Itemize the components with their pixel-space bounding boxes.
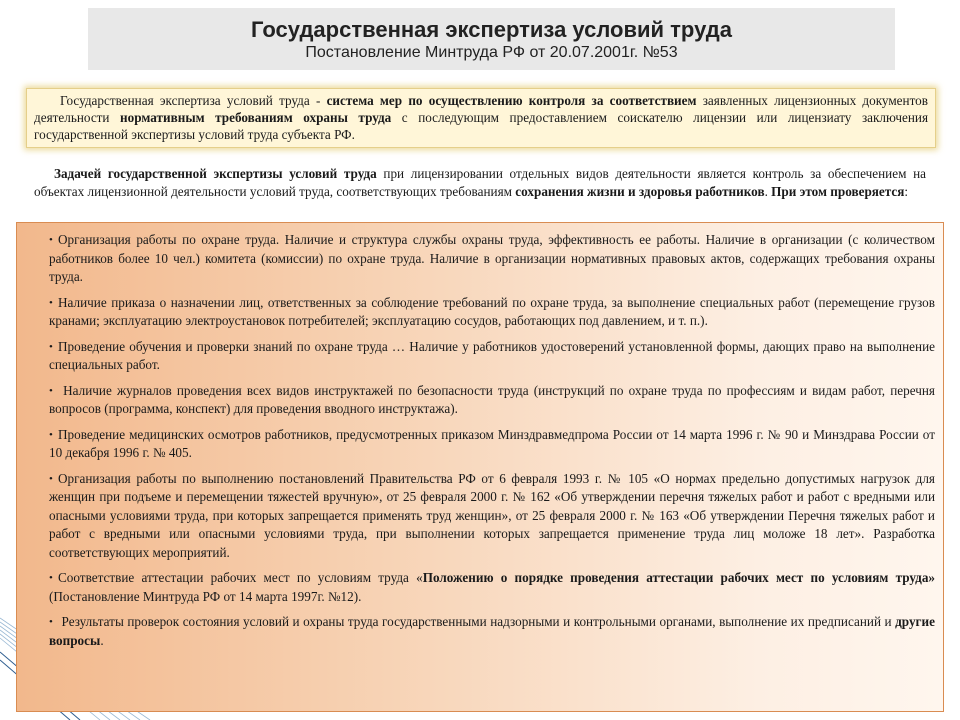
- checklist-item-text: Соответствие аттестации рабочих мест по условиям труда «: [58, 570, 423, 585]
- bullet-icon: •: [49, 234, 53, 246]
- task-emphasis: сохранения жизни и здоровья работников: [515, 184, 765, 199]
- checklist-item: [49, 382, 935, 419]
- checklist-item-text: Результаты проверок состояния условий и охраны труда государственными надзорными и контрольными органами, выполнение их предписаний и: [58, 614, 896, 629]
- checklist-item-text: Организация работы по выполнению постановлений Правительства РФ от 6 февраля 1993 г. № 105 «О нормах предельно допустимых нагрузок для женщин при подъеме и перемещении тяжестей вручную», от 25 февраля 2000 г. № 162 «Об утверждении перечня тяжелых работ и работ с вредными или опасными условиями труда, при которых запрещается применять труд женщин», от 25 февраля 2000 г. № 163 «Об утверждении Перечня тяжелых работ и работ с вредными или опасными условиями труда, при выполнении которых запрещается применение труда лиц моложе 18 лет». Разработка соответствующих мероприятий.: [49, 470, 935, 560]
- checklist-item-text: Организация работы по охране труда. Наличие и структура службы охраны труда, эффективность ее работы. Наличие в организации (с количеством работников более 10 чел.) комитета (комиссии) по охране труда. Наличие в организации нормативных правовых актов, содержащих требования охраны труда.: [49, 232, 935, 284]
- checklist-item: [49, 470, 935, 563]
- checklist-item-text-2: (Постановление Минтруда РФ от 14 марта 1997г. №12).: [49, 588, 362, 604]
- slide-subtitle: Постановление Минтруда РФ от 20.07.2001г. №53: [305, 44, 678, 61]
- bullet-icon: •: [49, 296, 53, 309]
- task-text-2: .: [764, 184, 772, 199]
- bullet-icon: •: [49, 616, 53, 628]
- checklist-item-text: Проведение медицинских осмотров работников, предусмотренных приказом Минздравмедпрома России от 14 марта 1996 г. № 90 и Минздрава России от 10 декабря 1996 г. № 405.: [49, 426, 935, 460]
- task-lead: Задачей государственной экспертизы условий труда: [54, 166, 377, 181]
- definition-emphasis-2: нормативным требованиям охраны труда: [120, 110, 392, 125]
- task-paragraph: [34, 165, 926, 201]
- definition-box: [26, 88, 936, 148]
- definition-term: Государственная экспертиза условий труда -: [60, 93, 327, 108]
- checklist-item: [49, 338, 935, 375]
- checklist-item-emphasis: Положению о порядке проведения аттестации рабочих мест по условиям труда»: [422, 570, 936, 585]
- bullet-icon: •: [49, 572, 53, 584]
- bullet-icon: •: [49, 428, 53, 441]
- bullet-icon: •: [49, 472, 53, 485]
- checklist-item: [49, 231, 935, 287]
- bullet-icon: •: [49, 340, 53, 353]
- checklist-item-text: Наличие журналов проведения всех видов инструктажей по безопасности труда (инструкций по охране труда по профессиям и видам работ, перечня вопросов (программа, конспект) для проведения вводного инструктажа).: [49, 382, 935, 416]
- definition-text: заявленных лицензионных документов деятельности: [34, 93, 928, 125]
- checklist-item: [49, 613, 935, 650]
- task-checked-label: При этом проверяется: [771, 184, 905, 199]
- task-text: при лицензировании отдельных видов деятельности является контроль за обеспечением на объектах лицензионной деятельности условий труда, соответствующих требованиям: [34, 166, 926, 199]
- checklist-item: [49, 569, 935, 606]
- slide-title: Государственная экспертиза условий труда: [251, 17, 732, 42]
- definition-text-2: с последующим предоставлением соискателю лицензии или лицензиату заключения государственной экспертизы условий труда субъекта РФ.: [34, 110, 929, 142]
- checklist-item-text: Наличие приказа о назначении лиц, ответственных за соблюдение требований по охране труда, за выполнение специальных работ (перемещение грузов кранами; эксплуатацию электроустановок потребителей; эксплуатацию сосудов, работающих под давлением, и т. п.).: [49, 294, 935, 328]
- checklist-item-emphasis: другие вопросы: [49, 614, 935, 648]
- definition-emphasis: система мер по осуществлению контроля за соответствием: [326, 93, 697, 108]
- checklist-item: [49, 426, 935, 463]
- checklist-item-text: Проведение обучения и проверки знаний по охране труда … Наличие у работников удостоверений установленной формы, дающих право на выполнение специальных работ.: [49, 338, 935, 372]
- checklist-box: [16, 222, 944, 712]
- bullet-icon: •: [49, 384, 53, 397]
- checklist-item-text-2: .: [100, 632, 104, 648]
- slide-header: [88, 8, 895, 70]
- task-colon: :: [904, 184, 909, 199]
- checklist-item: [49, 294, 935, 331]
